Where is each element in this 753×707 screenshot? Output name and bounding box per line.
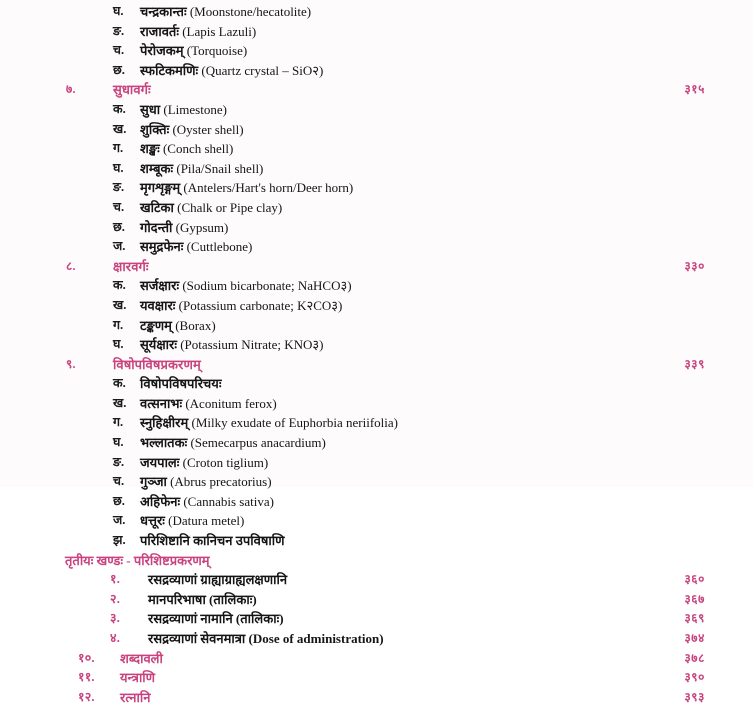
entry-title xyxy=(140,120,244,140)
index-row xyxy=(0,316,753,336)
item-number: ३. xyxy=(110,611,121,626)
entry-title-devanagari: विषोपविषप्रकरणम् xyxy=(113,356,201,372)
item-number: ११. xyxy=(78,670,95,685)
index-row-list xyxy=(0,2,753,707)
item-letter: घ. xyxy=(113,4,124,18)
entry-title-devanagari: गोदन्ती xyxy=(140,219,173,235)
entry-title-gloss: (Croton tiglium) xyxy=(182,454,269,470)
entry-title-devanagari: विषोपविषपरिचयः xyxy=(140,376,222,392)
index-row xyxy=(0,531,753,551)
index-row xyxy=(0,159,753,179)
entry-title-gloss: (Semecarpus anacardium) xyxy=(190,435,326,451)
index-row xyxy=(0,590,753,610)
entry-title xyxy=(140,2,311,22)
entry-title xyxy=(140,100,227,120)
item-letter: ज. xyxy=(113,239,126,254)
page-number: ३६० xyxy=(684,572,705,587)
entry-title xyxy=(148,570,287,590)
item-number: ४. xyxy=(110,631,121,645)
entry-title-gloss: (Potassium carbonate; K२CO३) xyxy=(178,297,343,313)
entry-title-devanagari: रसद्रव्याणां सेवनमात्रा xyxy=(148,631,246,646)
index-row xyxy=(0,61,753,81)
index-row xyxy=(0,492,753,512)
index-row xyxy=(0,198,753,218)
index-row xyxy=(0,296,753,316)
page-number: ३६७ xyxy=(684,591,705,606)
entry-title xyxy=(65,551,210,571)
index-row xyxy=(0,218,753,238)
item-letter: ङ. xyxy=(113,180,125,195)
entry-title-devanagari: शङ्खः xyxy=(140,141,160,157)
entry-title-devanagari: यन्त्राणि xyxy=(120,670,156,686)
entry-title-devanagari: स्फटिकमणिः xyxy=(140,62,199,78)
entry-title xyxy=(140,531,284,551)
entry-title-devanagari: वत्सनाभः xyxy=(140,395,183,411)
entry-title xyxy=(140,492,274,512)
index-row xyxy=(0,355,753,375)
page-number: ३९३ xyxy=(684,689,705,704)
entry-title-gloss: (Aconitum ferox) xyxy=(185,395,277,411)
entry-title xyxy=(113,80,151,100)
index-row xyxy=(0,433,753,453)
entry-title xyxy=(140,296,342,316)
page-number: ३९० xyxy=(684,670,705,685)
entry-title-devanagari: क्षारवर्गः xyxy=(113,258,149,274)
page-number: ३३९ xyxy=(684,356,705,371)
item-letter: ख. xyxy=(113,395,127,410)
index-row xyxy=(0,80,753,100)
index-row xyxy=(0,551,753,571)
entry-title-gloss: (Dose of administration) xyxy=(248,631,384,646)
entry-title-gloss: (Cuttlebone) xyxy=(186,239,253,255)
entry-title-gloss: (Sodium bicarbonate; NaHCO३) xyxy=(182,278,352,294)
item-letter: क. xyxy=(113,376,126,391)
page-number: ३३० xyxy=(684,258,705,273)
index-row xyxy=(0,570,753,590)
index-row xyxy=(0,257,753,277)
entry-title xyxy=(140,472,272,492)
index-row xyxy=(0,139,753,159)
entry-title-devanagari: यवक्षारः xyxy=(140,297,176,313)
item-letter: घ. xyxy=(113,435,124,450)
item-number: १. xyxy=(110,572,121,587)
entry-title xyxy=(120,649,163,669)
entry-title-devanagari: चन्द्रकान्तः xyxy=(140,4,187,19)
index-row xyxy=(0,374,753,394)
entry-title-devanagari: परिशिष्टानि कानिचन उपविषाणि xyxy=(140,533,285,549)
entry-title-gloss: (Potassium Nitrate; KNO३) xyxy=(180,337,324,353)
entry-title xyxy=(148,590,257,610)
entry-title-gloss: (Pila/Snail shell) xyxy=(176,160,264,176)
entry-title-gloss: (Cannabis sativa) xyxy=(183,493,274,509)
entry-title-devanagari: मानपरिभाषा (तालिकाः) xyxy=(148,591,257,607)
item-letter: च. xyxy=(113,43,125,58)
page-number: ३६९ xyxy=(684,611,705,626)
entry-title xyxy=(140,316,216,336)
item-letter: ग. xyxy=(113,141,124,156)
entry-title-devanagari: शब्दावली xyxy=(120,650,163,666)
entry-title xyxy=(140,218,228,238)
entry-title-devanagari: शम्बूकः xyxy=(140,160,174,176)
entry-title-gloss: (Quartz crystal – SiO२) xyxy=(201,62,324,78)
entry-title-devanagari: राजावर्तः xyxy=(140,23,179,39)
entry-title xyxy=(140,139,233,159)
item-letter: ख. xyxy=(113,121,127,136)
entry-title xyxy=(140,237,252,257)
entry-title-devanagari: रसद्रव्याणां नामानि (तालिकाः) xyxy=(148,611,284,627)
entry-title-devanagari: जयपालः xyxy=(140,454,180,470)
entry-title xyxy=(140,61,323,81)
entry-title xyxy=(113,257,149,277)
entry-title xyxy=(140,335,323,355)
index-row xyxy=(0,668,753,688)
index-row xyxy=(0,413,753,433)
item-letter: क. xyxy=(113,101,126,116)
entry-title-gloss: (Moonstone/hecatolite) xyxy=(189,4,312,19)
index-row xyxy=(0,120,753,140)
index-row xyxy=(0,629,753,649)
index-row xyxy=(0,178,753,198)
entry-title xyxy=(140,433,326,453)
entry-title-devanagari: सूर्यक्षारः xyxy=(140,337,177,353)
index-row xyxy=(0,100,753,120)
entry-title-devanagari: सुधावर्गः xyxy=(113,82,151,98)
item-letter: ङ. xyxy=(113,23,125,38)
entry-title xyxy=(148,609,284,629)
item-letter: छ. xyxy=(113,219,125,234)
item-letter: ङ. xyxy=(113,454,125,469)
entry-title xyxy=(140,453,268,473)
entry-title xyxy=(140,374,221,394)
item-letter: छ. xyxy=(113,493,125,508)
index-row xyxy=(0,609,753,629)
entry-title-gloss: (Gypsum) xyxy=(175,219,229,235)
entry-title-devanagari: गुञ्जा xyxy=(140,474,167,490)
entry-title-devanagari: तृतीयः खण्डः - परिशिष्टप्रकरणम् xyxy=(65,552,210,568)
item-letter: च. xyxy=(113,474,125,489)
item-number: १०. xyxy=(78,650,95,665)
item-letter: घ. xyxy=(113,160,124,175)
entry-title-devanagari: स्नुहिक्षीरम् xyxy=(140,415,189,431)
entry-title xyxy=(120,688,150,707)
page-number: ३७४ xyxy=(684,631,705,645)
index-row xyxy=(0,22,753,42)
entry-title-devanagari: पेरोजकम् xyxy=(140,43,184,59)
index-row xyxy=(0,335,753,355)
entry-title-gloss: (Abrus precatorius) xyxy=(170,474,272,490)
entry-title-gloss: (Borax) xyxy=(175,317,216,333)
entry-title xyxy=(140,511,244,531)
item-letter: क. xyxy=(113,278,126,293)
item-letter: घ. xyxy=(113,337,124,352)
entry-title-gloss: (Chalk or Pipe clay) xyxy=(177,199,283,215)
entry-title-gloss: (Torquoise) xyxy=(186,43,248,59)
entry-title-gloss: (Datura metel) xyxy=(168,513,245,529)
entry-title-devanagari: खटिका xyxy=(140,199,174,215)
item-letter: छ. xyxy=(113,62,125,77)
entry-title xyxy=(140,394,277,414)
entry-title-devanagari: टङ्कणम् xyxy=(140,317,172,333)
entry-title-devanagari: सुधा xyxy=(140,101,161,117)
index-row xyxy=(0,453,753,473)
entry-title-devanagari: रत्नानि xyxy=(120,689,151,705)
item-letter: झ. xyxy=(113,533,126,548)
item-number: १२. xyxy=(78,689,95,704)
entry-title xyxy=(148,629,384,649)
entry-title xyxy=(120,668,155,688)
entry-title-gloss: (Conch shell) xyxy=(162,141,234,157)
index-row xyxy=(0,394,753,414)
index-row xyxy=(0,2,753,22)
item-number: २. xyxy=(110,591,121,606)
entry-title xyxy=(113,355,201,375)
entry-title xyxy=(140,178,353,198)
entry-title xyxy=(140,159,263,179)
item-number: ९. xyxy=(66,356,76,371)
entry-title-gloss: (Antelers/Hart's horn/Deer horn) xyxy=(183,180,354,196)
item-letter: ज. xyxy=(113,513,126,528)
entry-title xyxy=(140,413,398,433)
index-row xyxy=(0,41,753,61)
index-row xyxy=(0,276,753,296)
index-row xyxy=(0,511,753,531)
index-row xyxy=(0,472,753,492)
item-letter: ग. xyxy=(113,415,124,430)
entry-title-devanagari: रसद्रव्याणां ग्राह्याग्राह्यलक्षणानि xyxy=(148,572,288,588)
item-letter: च. xyxy=(113,199,125,214)
entry-title-gloss: (Milky exudate of Euphorbia neriifolia) xyxy=(191,415,398,431)
page-number: ३७८ xyxy=(684,650,705,665)
entry-title-devanagari: धत्तूरः xyxy=(140,513,165,529)
item-letter: ग. xyxy=(113,317,124,332)
entry-title-devanagari: मृगशृङ्गम् xyxy=(140,180,181,196)
entry-title-gloss: (Lapis Lazuli) xyxy=(182,23,257,39)
entry-title xyxy=(140,198,282,218)
page-number: ३१५ xyxy=(684,82,705,97)
entry-title xyxy=(140,22,256,42)
entry-title-devanagari: समुद्रफेनः xyxy=(140,239,184,255)
entry-title xyxy=(140,276,352,296)
index-row xyxy=(0,649,753,669)
index-row xyxy=(0,688,753,707)
entry-title xyxy=(140,41,247,61)
item-letter: ख. xyxy=(113,297,127,312)
item-number: ८. xyxy=(66,258,76,273)
entry-title-gloss: (Oyster shell) xyxy=(172,121,244,137)
index-row xyxy=(0,237,753,257)
item-number: ७. xyxy=(66,82,76,97)
entry-title-devanagari: शुक्तिः xyxy=(140,121,170,137)
entry-title-devanagari: सर्जक्षारः xyxy=(140,278,180,294)
entry-title-devanagari: अहिफेनः xyxy=(140,493,181,509)
entry-title-devanagari: भल्लातकः xyxy=(140,435,188,451)
entry-title-gloss: (Limestone) xyxy=(163,101,227,117)
